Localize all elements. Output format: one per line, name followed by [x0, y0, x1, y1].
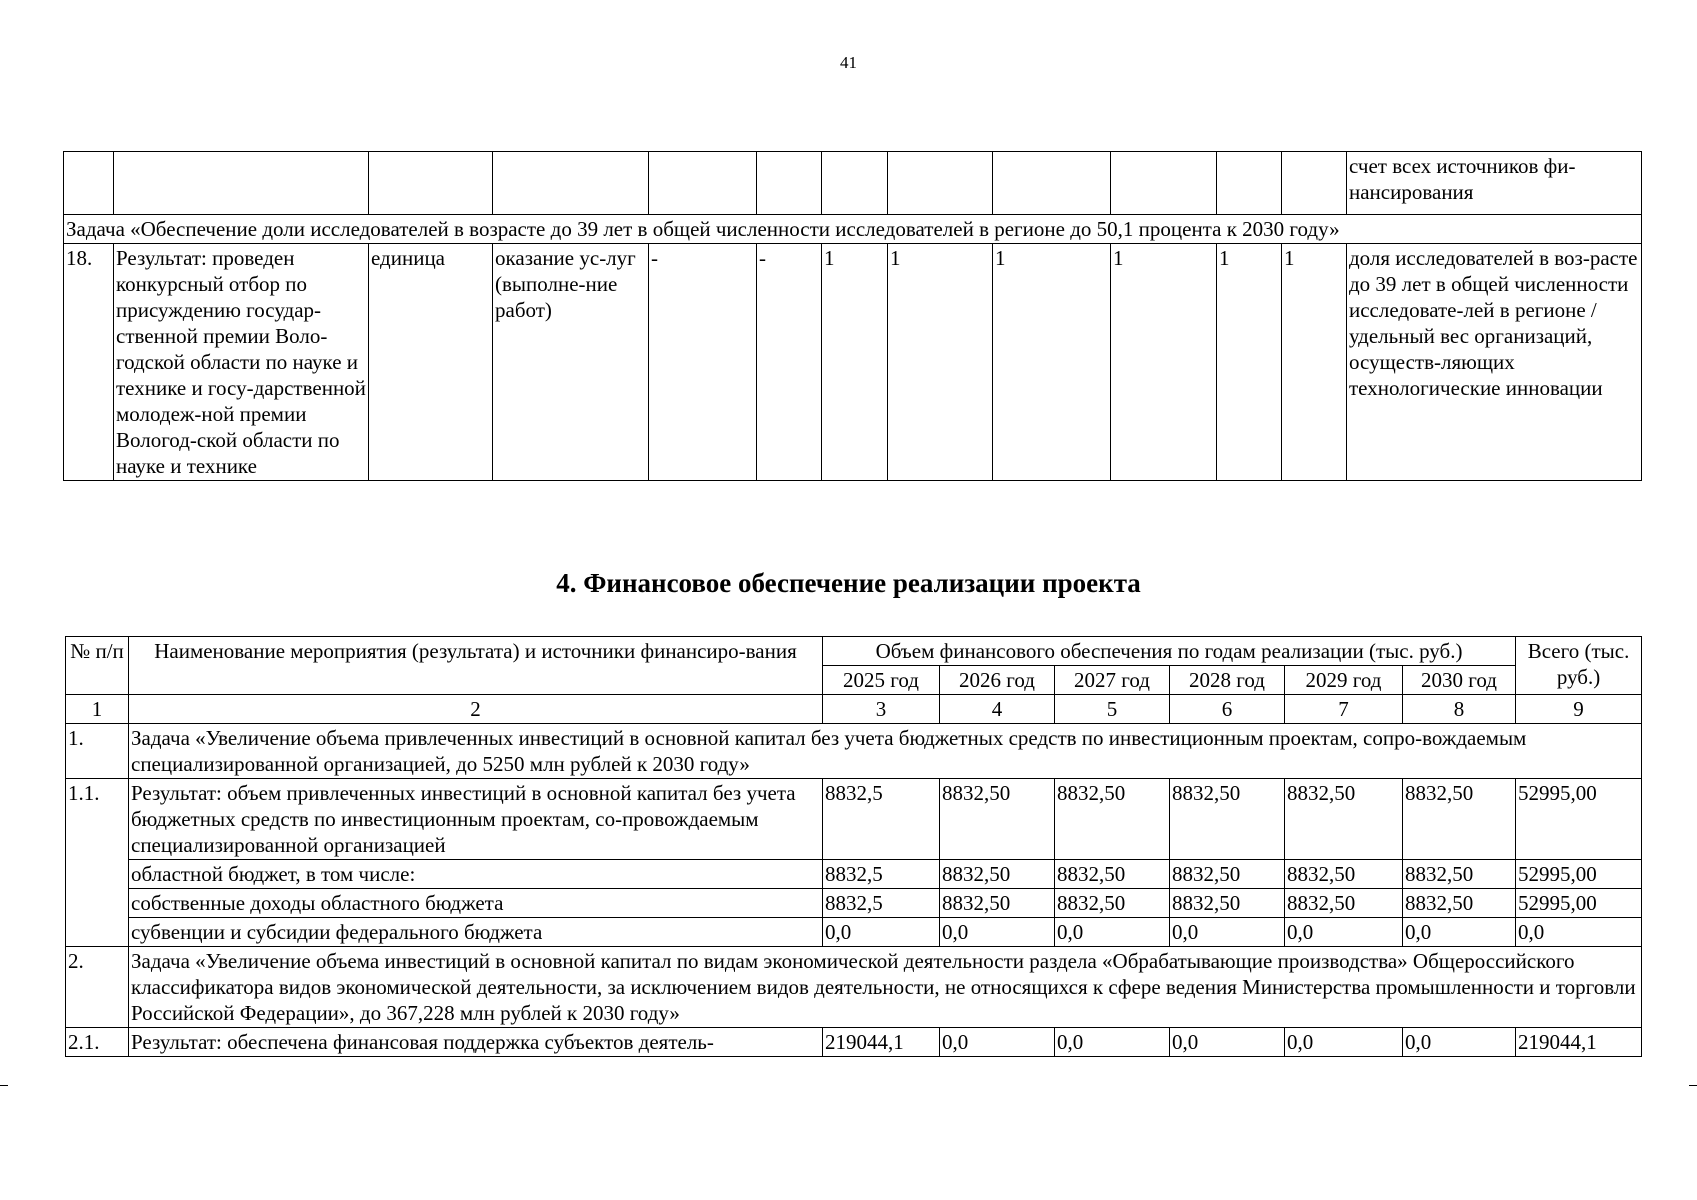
value-cell: 8832,50 [940, 860, 1055, 889]
value-cell: 1 [1282, 244, 1347, 481]
result-number: 2.1. [66, 1028, 129, 1057]
header-volume: Объем финансового обеспечения по годам реализации (тыс. руб.) [823, 637, 1516, 666]
column-number: 5 [1055, 695, 1170, 724]
value-cell: 1 [888, 244, 993, 481]
value-cell: 0,0 [1403, 918, 1516, 947]
total-cell: 0,0 [1516, 918, 1642, 947]
value-cell: 0,0 [1285, 918, 1403, 947]
finance-table [65, 636, 1642, 1057]
header-year: 2029 год [1285, 666, 1403, 695]
task-text: Задача «Увеличение объема привлеченных инвестиций в основной капитал без учета бюджетных средств по инвестиционным проектам, сопро-вождаемым специализированной организацией, до 5250 млн рублей к 2030 году» [129, 724, 1642, 779]
header-name: Наименование мероприятия (результата) и источники финансиро-вания [129, 637, 823, 695]
table-row [66, 918, 1642, 947]
value-cell: 8832,50 [1403, 860, 1516, 889]
column-number: 1 [66, 695, 129, 724]
header-num: № п/п [66, 637, 129, 695]
result-text: Результат: проведен конкурсный отбор по присуждению государ-ственной премии Воло-годской области по науке и технике и госу-дарственной молодеж-ной премии Вологод-ской области по науке и технике [114, 244, 369, 481]
value-cell: 8832,50 [940, 889, 1055, 918]
value-cell: 0,0 [1055, 1028, 1170, 1057]
column-number: 9 [1516, 695, 1642, 724]
total-cell: 52995,00 [1516, 889, 1642, 918]
results-table [63, 151, 1642, 481]
header-year: 2025 год [823, 666, 940, 695]
margin-mark [1689, 1085, 1697, 1086]
value-cell: 8832,50 [1403, 779, 1516, 860]
value-cell: - [757, 244, 822, 481]
column-number: 8 [1403, 695, 1516, 724]
value-cell: 8832,50 [1170, 889, 1285, 918]
task-text: Задача «Увеличение объема инвестиций в основной капитал по видам экономической деятельности раздела «Обрабатывающие производства» Общероссийского классификатора видов экономической деятельности, за исключением видов деятельности, не относящихся к сфере ведения Министерства промышленности и торговли Российской Федерации», до 367,228 млн рублей к 2030 году» [129, 947, 1642, 1028]
page-number: 41 [840, 53, 857, 72]
task-row [64, 215, 1642, 244]
header-total: Всего (тыс. руб.) [1516, 637, 1642, 695]
value-cell: 8832,50 [1055, 860, 1170, 889]
header-year: 2028 год [1170, 666, 1285, 695]
continued-note: счет всех источников фи-нансирования [1347, 152, 1642, 215]
task-row [66, 947, 1642, 1028]
value-cell: 8832,50 [1285, 779, 1403, 860]
source-label: областной бюджет, в том числе: [129, 860, 823, 889]
value-cell: 8832,50 [1285, 889, 1403, 918]
value-cell: 8832,50 [1055, 889, 1170, 918]
table-row [66, 889, 1642, 918]
result-label: Результат: обеспечена финансовая поддержка субъектов деятель- [129, 1028, 823, 1057]
section-title: 4. Финансовое обеспечение реализации проекта [556, 568, 1141, 598]
value-cell: 8832,50 [1285, 860, 1403, 889]
value-cell: 1 [1217, 244, 1282, 481]
unit-cell: единица [369, 244, 493, 481]
table-row [66, 1028, 1642, 1057]
continued-row [64, 152, 1642, 215]
value-cell: 219044,1 [823, 1028, 940, 1057]
value-cell: 1 [1111, 244, 1217, 481]
column-number: 4 [940, 695, 1055, 724]
value-cell: 8832,5 [823, 860, 940, 889]
result-number: 1.1. [66, 779, 129, 947]
task-number: 2. [66, 947, 129, 1028]
task-row [66, 724, 1642, 779]
task-text: Задача «Обеспечение доли исследователей в возрасте до 39 лет в общей численности исследователей в регионе до 50,1 процента к 2030 году» [64, 215, 1642, 244]
table-row [66, 860, 1642, 889]
indicator-cell: доля исследователей в воз-расте до 39 лет в общей численности исследовате-лей в регионе / удельный вес организаций, осуществ-ляющих технологические инновации [1347, 244, 1642, 481]
total-cell: 219044,1 [1516, 1028, 1642, 1057]
source-label: собственные доходы областного бюджета [129, 889, 823, 918]
value-cell: 8832,5 [823, 779, 940, 860]
value-cell: 8832,5 [823, 889, 940, 918]
row-number: 18. [64, 244, 114, 481]
table-row [64, 244, 1642, 481]
value-cell: 0,0 [1285, 1028, 1403, 1057]
value-cell: 0,0 [1170, 1028, 1285, 1057]
value-cell: 1 [993, 244, 1111, 481]
task-number: 1. [66, 724, 129, 779]
value-cell: 8832,50 [1170, 860, 1285, 889]
margin-mark [0, 1085, 8, 1086]
header-year: 2030 год [1403, 666, 1516, 695]
header-year: 2026 год [940, 666, 1055, 695]
column-numbers-row [66, 695, 1642, 724]
result-label: Результат: объем привлеченных инвестиций в основной капитал без учета бюджетных средств по инвестиционным проектам, со-провождаемым специализированной организацией [129, 779, 823, 860]
column-number: 3 [823, 695, 940, 724]
value-cell: 0,0 [940, 1028, 1055, 1057]
value-cell: 8832,50 [940, 779, 1055, 860]
total-cell: 52995,00 [1516, 860, 1642, 889]
header-row [66, 637, 1642, 666]
table-row [66, 779, 1642, 860]
value-cell: - [649, 244, 757, 481]
value-cell: 0,0 [940, 918, 1055, 947]
value-cell: 0,0 [1403, 1028, 1516, 1057]
column-number: 2 [129, 695, 823, 724]
total-cell: 52995,00 [1516, 779, 1642, 860]
value-cell: 1 [822, 244, 888, 481]
value-cell: 0,0 [1055, 918, 1170, 947]
header-year: 2027 год [1055, 666, 1170, 695]
value-cell: 8832,50 [1170, 779, 1285, 860]
value-cell: 0,0 [823, 918, 940, 947]
value-cell: 8832,50 [1403, 889, 1516, 918]
value-cell: 8832,50 [1055, 779, 1170, 860]
value-cell: 0,0 [1170, 918, 1285, 947]
source-label: субвенции и субсидии федерального бюджета [129, 918, 823, 947]
column-number: 7 [1285, 695, 1403, 724]
type-cell: оказание ус-луг (выполне-ние работ) [493, 244, 649, 481]
column-number: 6 [1170, 695, 1285, 724]
